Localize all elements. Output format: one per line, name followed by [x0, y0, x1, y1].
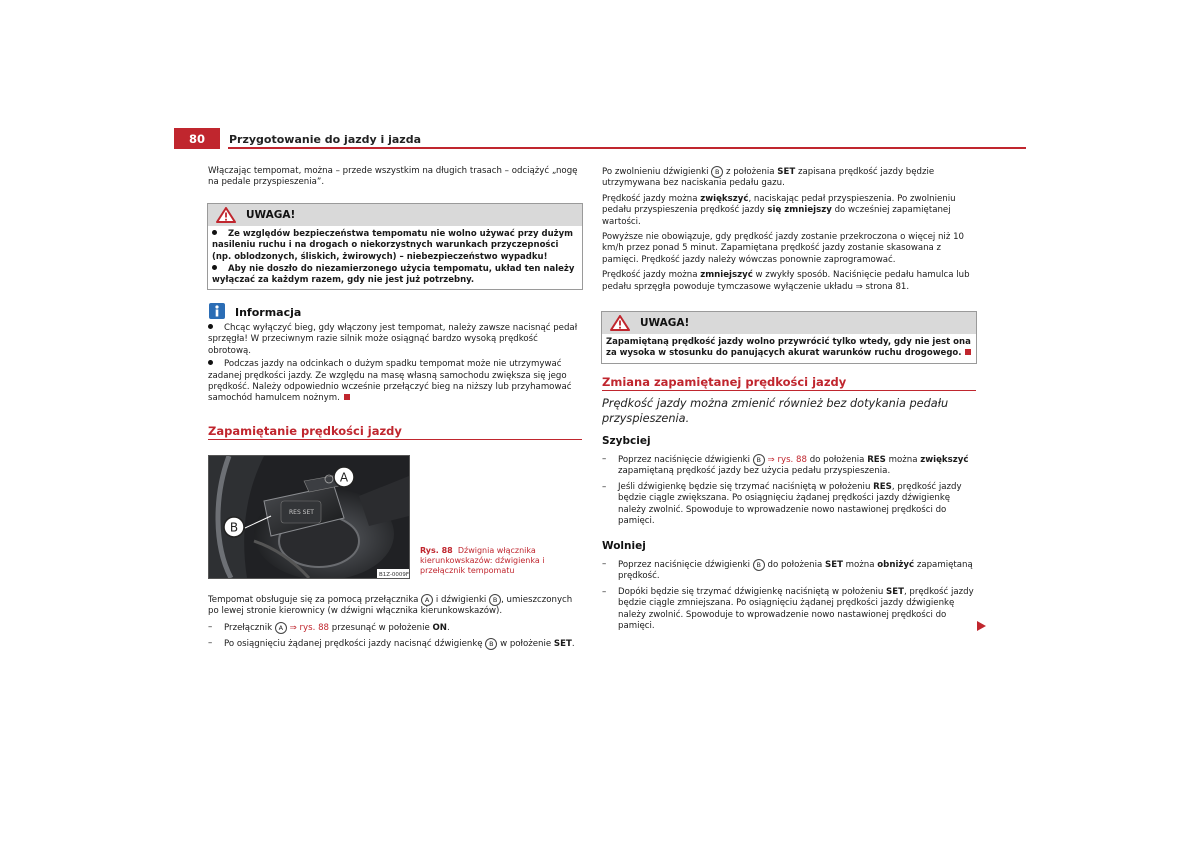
next-page-arrow-icon — [977, 621, 986, 631]
section-title-zmiana: Zmiana zapamiętanej prędkości jazdy — [602, 375, 847, 389]
header-rule — [228, 147, 1026, 149]
wolniej-step-2: – Dopóki będzie się trzymać dźwigienkę naciśniętą w położeniu SET, prędkość jazdy będzie ciągle zmniejszana. Po osiągnięciu żądanej prędkości jazdy dźwigienkę należy zwolnić. Spowoduje to wprowadzenie nowo nastawionej prędkości do pamięci. — [602, 587, 976, 633]
warning-body — [602, 334, 976, 363]
circle-b: B — [485, 638, 497, 650]
warning-2-text: Zapamiętaną prędkość jazdy wolno przywrócić tylko wtedy, gdy nie jest ona za wysoka w stosunku do panujących akurat warunków ruchu drogowego. — [606, 337, 971, 359]
step-on: – Przełącznik A ⇒ rys. 88 przesunąć w położenie ON. — [208, 622, 580, 634]
warning-title: UWAGA! — [246, 209, 296, 221]
info-bullet-2 — [208, 359, 580, 405]
szybciej-step-1: – Poprzez naciśnięcie dźwigienki B ⇒ rys. 88 do położenia RES można zwiększyć zapamiętaną prędkość jazdy bez użycia pedału przyspieszenia. — [602, 454, 976, 478]
end-marker — [965, 349, 971, 355]
exceed-paragraph: Powyższe nie obowiązuje, gdy prędkość jazdy zostanie przekroczona o więcej niż 10 km/h przez ponad 5 minut. Zapamiętana prędkość jazdy zostanie skasowana z pamięci. Prędkość jazdy należy wówczas ponownie zaprogramować. — [602, 232, 964, 265]
info-body — [208, 323, 580, 405]
info-bullet-1 — [208, 323, 580, 357]
lever-illustration — [209, 456, 409, 578]
figure-reference-link[interactable]: ⇒ rys. 88 — [289, 622, 330, 633]
left-body — [208, 594, 580, 651]
warning-header — [602, 312, 976, 334]
info-bullet-1-text: Chcąc wyłączyć bieg, gdy włączony jest tempomat, należy zawsze nacisnąć pedał sprzęgła! W przeciwnym razie silnik może osiągnąć bardzo wysoką prędkość obrotową. — [208, 323, 578, 356]
subsection-szybciej: Szybciej — [602, 435, 651, 447]
warning-triangle-icon — [610, 315, 630, 331]
warning-triangle-icon — [216, 207, 236, 223]
figure-turn-signal-lever — [208, 455, 410, 579]
figure-reference-link[interactable]: ⇒ rys. 88 — [767, 455, 807, 465]
warning-title: UWAGA! — [640, 317, 690, 329]
increase-paragraph: Prędkość jazdy można zwiększyć, naciskając pedał przyspieszenia. Po zwolnieniu pedału przyspieszenia prędkość jazdy się zmniejszy do wcześniej zapamiętanej wartości. — [602, 193, 956, 227]
warning-body — [208, 226, 582, 289]
warning-bullet-2 — [212, 264, 578, 287]
warning-bullet-2-text: Aby nie doszło do niezamierzonego użycia tempomatu, układ ten należy wyłączać za każdym razem, gdy nie jest już potrzebny. — [212, 263, 575, 286]
circle-a: A — [275, 622, 287, 634]
circle-a: A — [421, 594, 433, 606]
intro-paragraph: Włączając tempomat, można – przede wszystkim na długich trasach – odciążyć „nogę na pedale przyspieszenia”. — [208, 166, 578, 188]
section-title-zapamietanie: Zapamiętanie prędkości jazdy — [208, 424, 402, 438]
end-marker — [344, 394, 350, 400]
page-number: 80 — [174, 128, 220, 149]
section-rule — [602, 390, 976, 391]
tempomat-paragraph: Tempomat obsługuje się za pomocą przełącznika A i dźwigienki B , umieszczonych po lewej stronie kierownicy (w dźwigni włącznika kierunkowskazów). — [208, 595, 573, 617]
warning-box-2 — [601, 311, 977, 364]
subsection-wolniej: Wolniej — [602, 540, 646, 552]
figure-caption — [420, 546, 580, 576]
decrease-paragraph: Prędkość jazdy można zmniejszyć w zwykły sposób. Naciśnięcie pedału hamulca lub pedału sprzęgła powoduje tymczasowe wyłączenie układu ⇒ strona 81. — [602, 270, 970, 292]
wolniej-step-1: – Poprzez naciśnięcie dźwigienki B do położenia SET można obniżyć zapamiętaną prędkość. — [602, 559, 976, 583]
info-bullet-2-text: Podczas jazdy na odcinkach o dużym spadku tempomat może nie utrzymywać zadanej prędkości jazdy. Ze względu na masę własną samochodu zwiększa się jego prędkość. Należy odpowiednio wcześnie przełączyć bieg na niższy lub przyhamować samochód hamulcem nożnym. — [208, 359, 572, 404]
info-title: Informacja — [235, 306, 302, 319]
szybciej-steps — [602, 454, 976, 527]
warning-bullet-1-text: Ze względów bezpieczeństwa tempomatu nie wolno używać przy dużym nasileniu ruchu i na drogach o niekorzystnych warunkach przyczepności (np. oblodzonych, śliskich, żwirowych) – niebezpieczeństwo wypadku! — [212, 229, 573, 262]
section-lead: Prędkość jazdy można zmienić również bez dotykania pedału przyspieszenia. — [602, 397, 949, 425]
circle-b: B — [753, 454, 765, 466]
circle-b: B — [753, 559, 765, 571]
section-rule — [208, 439, 582, 440]
circle-b: B — [711, 166, 723, 178]
bullet-dot — [212, 265, 217, 270]
caption-text: Dźwignia włącznika kierunkowskazów: dźwigienka i przełącznik tempomatu — [420, 546, 545, 575]
figure-code: B1Z-0009F — [379, 572, 409, 578]
right-body-top — [602, 166, 976, 293]
figure-label-b: B — [229, 520, 239, 535]
warning-header — [208, 204, 582, 226]
warning-box-1 — [207, 203, 583, 290]
circle-b: B — [489, 594, 501, 606]
warning-bullet-1 — [212, 229, 578, 263]
figure-label-a: A — [339, 470, 349, 485]
caption-number: Rys. 88 — [420, 546, 453, 555]
svg-text:RES SET: RES SET — [289, 509, 314, 516]
step-set: – Po osiągnięciu żądanej prędkości jazdy nacisnąć dźwigienkę B w położenie SET. — [208, 638, 580, 650]
bullet-dot — [208, 324, 213, 329]
bullet-dot — [212, 230, 217, 235]
info-icon — [209, 303, 225, 323]
chapter-title: Przygotowanie do jazdy i jazda — [229, 133, 422, 146]
wolniej-steps — [602, 559, 976, 632]
szybciej-step-2: – Jeśli dźwigienkę będzie się trzymać naciśniętą w położeniu RES, prędkość jazdy będzie ciągle zwiększana. Po osiągnięciu żądanej prędkości jazdy dźwigienkę należy zwolnić. Spowoduje to wprowadzenie nowo nastawionej prędkości do pamięci. — [602, 482, 976, 528]
release-paragraph: Po zwolnieniu dźwigienki B z położenia SET zapisana prędkość jazdy będzie utrzymywana bez naciskania pedału gazu. — [602, 167, 935, 189]
bullet-dot — [208, 360, 213, 365]
